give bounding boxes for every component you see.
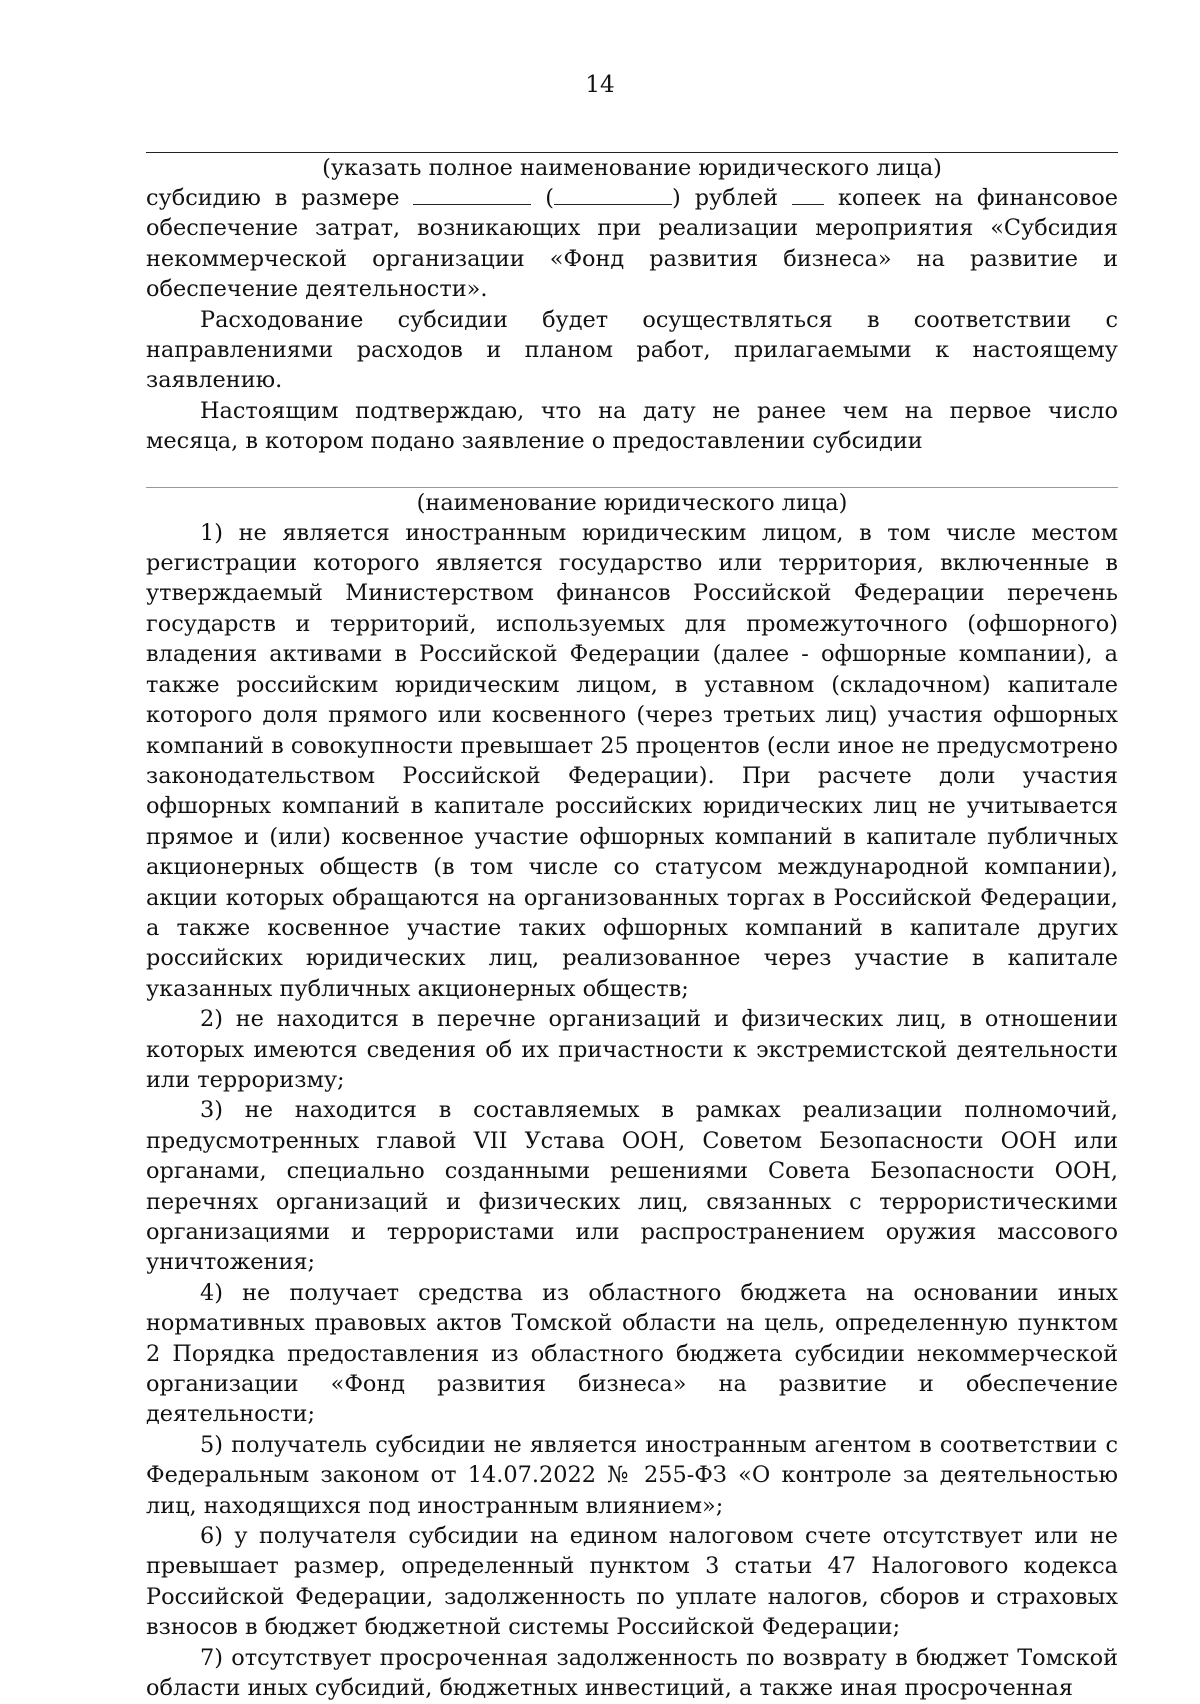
list-item: 2) не находится в перечне организаций и физических лиц, в отношении которых имеются сведения об их причастности к экстремистской деятельности или терроризму; [146, 1006, 1118, 1093]
list-item: 4) не получает средства из областного бюджета на основании иных нормативных правовых актов Томской области на цель, определенную пунктом 2 Порядка предоставления из областного бюджета субсидии некоммерческой организации «Фонд развития бизнеса» на развитие и обеспечение деятельности; [146, 1279, 1118, 1428]
page-number: 14 [585, 72, 615, 98]
subsidy-paragraph [146, 183, 1118, 305]
kopecks-blank [792, 184, 824, 205]
subsidy-text-end: копеек на финансовое обеспечение затрат, возникающих при реализации мероприятия «Субсидия некоммерческой организации «Фонд развития бизнеса» на развитие и обеспечение деятельности». [146, 185, 1118, 303]
confirm-paragraph: Настоящим подтверждаю, что на дату не ранее чем на первое число месяца, в котором подано заявление о предоставлении субсидии [146, 397, 1118, 455]
list-item: 1) не является иностранным юридическим лицом, в том числе местом регистрации которого является государство или территория, включенные в утверждаемый Министерством финансов Российской Федерации перечень государств и территорий, используемых для промежуточного (офшорного) владения активами в Российской Федерации (далее - офшорные компании), а также российским юридическим лицом, в уставном (складочном) капитале которого доля прямого или косвенного (через третьих лиц) участия офшорных компаний в совокупности превышает 25 процентов (если иное не предусмотрено законодательством Российской Федерации). При расчете доли участия офшорных компаний в капитале российских юридических лиц не учитывается прямое и (или) косвенное участие офшорных компаний в капитале публичных акционерных обществ (в том числе со статусом международной компании), акции которых обращаются на организованных торгах в Российской Федерации, а также косвенное участие таких офшорных компаний в капитале других российских юридических лиц, реализованное через участие в капитале указанных публичных акционерных обществ; [146, 519, 1118, 1002]
entity-name-caption: (наименование юридического лица) [416, 489, 848, 516]
paren-open: ( [545, 185, 555, 211]
document-body [146, 152, 1118, 1704]
rubles-label: рублей [694, 185, 779, 211]
amount-words-blank [554, 184, 672, 205]
spending-paragraph: Расходование субсидии будет осуществляться в соответствии с направлениями расходов и планом работ, прилагаемыми к настоящему заявлению. [146, 306, 1118, 394]
spacer [146, 457, 1118, 487]
list-item: 6) у получателя субсидии на едином налоговом счете отсутствует или не превышает размер, определенный пунктом 3 статьи 47 Налогового кодекса Российской Федерации, задолженность по уплате налогов, сборов и страховых взносов в бюджет бюджетной системы Российской Федерации; [146, 1523, 1118, 1641]
legal-entity-caption: (указать полное наименование юридического лица) [322, 155, 942, 181]
amount-blank [413, 184, 531, 205]
list-item: 3) не находится в составляемых в рамках реализации полномочий, предусмотренных главой VII Устава ООН, Советом Безопасности ООН или органами, специально созданными решениями Совета Безопасности ООН, перечнях организаций и физических лиц, связанных с террористическими организациями и террористами или распространением оружия массового уничтожения; [146, 1097, 1118, 1276]
list-item: 7) отсутствует просроченная задолженность по возврату в бюджет Томской области иных субсидий, бюджетных инвестиций, а также иная просроченная [146, 1644, 1118, 1702]
paren-close: ) [672, 185, 681, 211]
list-item: 5) получатель субсидии не является иностранным агентом в соответствии с Федеральным законом от 14.07.2022 № 255-ФЗ «О контроле за деятельностью лиц, находящихся под иностранным влиянием»; [146, 1431, 1118, 1519]
subsidy-text-start: субсидию в размере [146, 185, 400, 211]
